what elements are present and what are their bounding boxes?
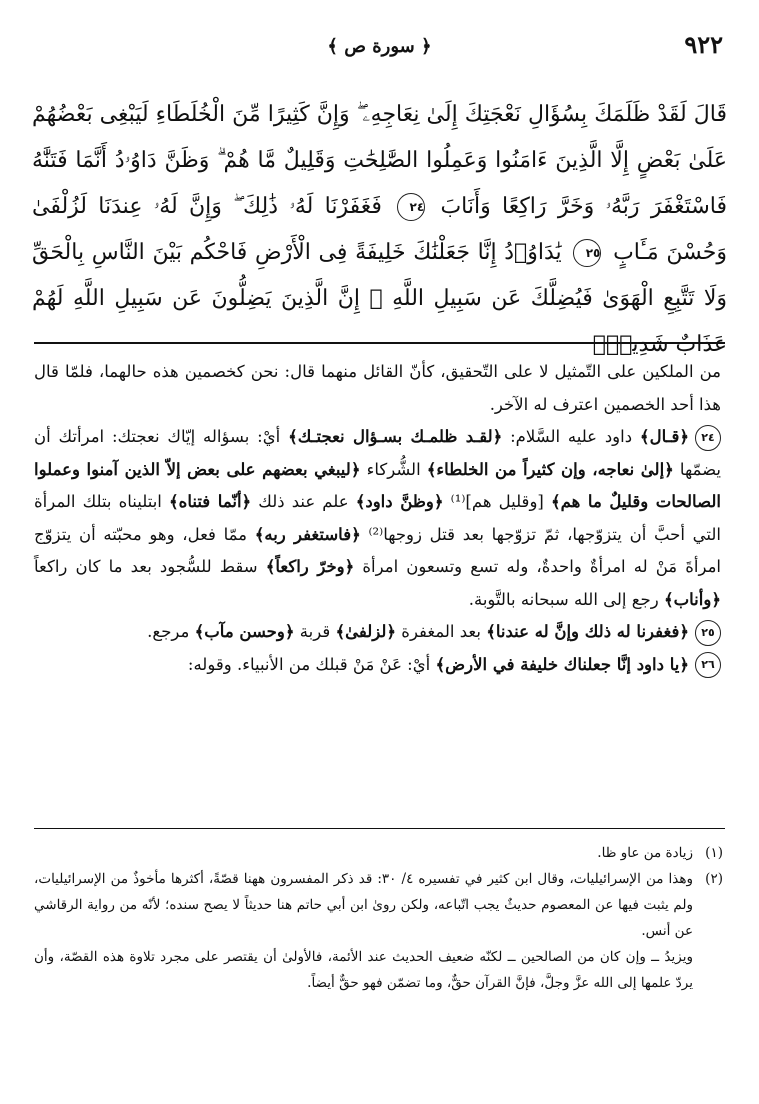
footnote-number: (٢) [705,871,723,887]
tafsir-commentary [34,356,721,786]
footnote-text: زيادة من عاو ظا. [597,845,693,861]
quoted-phrase: ﴿لزلفىٰ﴾ [335,622,397,641]
footnote-text: وهذا من الإسرائيليات، وقال ابن كثير في تفسيره ٤/ ٣٠: قد ذكر المفسرون ههنا قصّةً، أكثرها مأخوذٌ من الإسرائيليات، ولم يثبت فيها عن المعصوم حديثٌ يجب اتّباعه، ولكن روىٰ ابن أبي حاتم هنا حديثاً لا يصح سنده؛ لأنّه من رواية الرقاشي عن أنس. [34,871,693,939]
verse-26: يَٰدَاوُۥدُ إِنَّا جَعَلْنَٰكَ خَلِيفَةً فِى الْأَرْضِ فَاحْكُم بَيْنَ النَّاسِ بِالْحَقِّ وَلَا تَتَّبِعِ الْهَوَىٰ فَيُضِلَّكَ عَن سَبِيلِ اللَّهِ ۚ إِنَّ الَّذِينَ يَضِلُّونَ عَن سَبِيلِ اللَّهِ لَهُمْ عَذَابٌ شَدِيدٌۢ [32,240,727,357]
commentary-text: ابتليناه بتلك المرأة التي أحبَّ أن يتزوّجها، ثمّ تزوّجها بعد قتل زوجها⁽²⁾ [34,492,721,544]
quoted-phrase: ﴿فغفرنا له ذلك وإنَّ له عندنا﴾ [486,622,689,641]
footnote-2 [34,866,723,996]
quoted-phrase: ﴿إلىٰ نعاجه، وإن كثيراً من الخلطاء﴾ [426,459,674,479]
verse-24: قَالَ لَقَدْ ظَلَمَكَ بِسُؤَالِ نَعْجَتِكَ إِلَىٰ نِعَاجِهِۦ ۖ وَإِنَّ كَثِيرًا مِّنَ الْخُلَطَاءِ لَيَبْغِى بَعْضُهُمْ عَلَىٰ بَعْضٍ إِلَّا الَّذِينَ ءَامَنُوا وَعَمِلُوا الصَّٰلِحَٰتِ وَقَلِيلٌ مَّا هُمْ ۗ وَظَنَّ دَاوُۥدُ أَنَّمَا فَتَنَّٰهُ فَاسْتَغْفَرَ رَبَّهُۥ وَخَرَّ رَاكِعًا وَأَنَابَ [32,102,727,219]
commentary-text: قربة [294,622,336,641]
commentary-paragraph-26 [34,649,721,682]
footnote-text: ويزيدُ ــ وإن كان من الصالحين ــ لكنّه ضعيف الحديث عند الأئمة، فالأولىٰ أن يقتصر على مجرد تلاوة هذه القصّة، وأن يردّ علمها إلى الله عزَّ وجلَّ، فإنَّ القرآن حقٌّ، وما تضمّن فهو حقٌّ أيضاً. [34,949,693,991]
footnote-1 [34,840,723,866]
commentary-text: أيْ: عَنْ مَنْ قبلك من الأنبياء. وقوله: [187,654,436,674]
verse-marker-24: ٢٤ [397,193,425,221]
footnotes-divider [34,828,725,829]
quoted-phrase: ﴿وحسن مآب﴾ [194,622,295,641]
verse-marker-25: ٢٥ [573,239,601,267]
commentary-paragraph-24 [34,421,721,616]
quoted-phrase: ﴿يا داود إنَّا جعلناك خليفة في الأرض﴾ [435,654,689,674]
commentary-text: سقط للسُّجود بعد ما كان راكعاً [34,557,266,576]
verse-badge-25: ٢٥ [695,620,721,646]
commentary-text: رجع إلى الله سبحانه بالتَّوبة. [468,589,664,609]
surah-title: ﴿ سورة ص ﴾ [327,36,432,57]
quoted-phrase: ﴿وأناب﴾ [663,589,721,609]
page-number: ٩٢٢ [684,30,723,59]
commentary-text: الشُّركاء [360,459,427,479]
quoted-phrase: ﴿فاستغفر ربه﴾ [254,524,361,544]
commentary-text: أيْ: بسؤاله إيّاك نعجتك: امرأتك أن يضمّها [34,427,721,479]
quran-verses [32,92,727,357]
quoted-phrase: ﴿ليبغي بعضهم على بعض إلاّ الذين آمنوا وعملوا الصالحات وقليلٌ ما هم﴾ [34,459,721,511]
quoted-phrase: ﴿لقـد ظلمـك بسـؤال نعجتـك﴾ [288,427,503,446]
verse-badge-26: ٢٦ [695,652,721,678]
commentary-text: بعد المغفرة [396,622,487,641]
quoted-phrase: ﴿أنّما فتناه﴾ [169,492,252,511]
quoted-phrase: ﴿وخرّ راكعاً﴾ [265,557,355,576]
commentary-text: ممّا فعل، وهو محبّته أن يتزوّج امرأةَ مَنْ له امرأةٌ واحدةٌ، وله تسع وتسعون امرأة [34,524,721,576]
footnotes [34,840,723,1080]
page-header [36,30,723,70]
commentary-text: [وقليل هم]⁽¹⁾ [443,492,551,511]
footnote-number: (١) [705,845,723,861]
verses-divider [34,342,725,344]
footnote-body [34,866,693,996]
commentary-text: علم عند ذلك [251,492,356,511]
quoted-phrase: ﴿وظنَّ داود﴾ [355,492,444,511]
commentary-paragraph-25 [34,616,721,649]
verse-badge-24: ٢٤ [695,425,721,451]
verse-25: فَغَفَرْنَا لَهُۥ ذَٰلِكَ ۖ وَإِنَّ لَهُۥ عِندَنَا لَزُلْفَىٰ وَحُسْنَ مَـَٔابٍ [32,194,727,265]
quoted-phrase: ﴿قـال﴾ [639,427,689,446]
commentary-paragraph: من الملكين على التّمثيل لا على التّحقيق، كأنّ القائل منهما قال: نحن كخصمين هذه حالهما، فلمّا قال هذا أحد الخصمين اعترف له الآخر. [34,362,721,414]
commentary-text: مرجع. [147,622,195,641]
commentary-text: داود عليه السَّلام: [502,427,640,446]
